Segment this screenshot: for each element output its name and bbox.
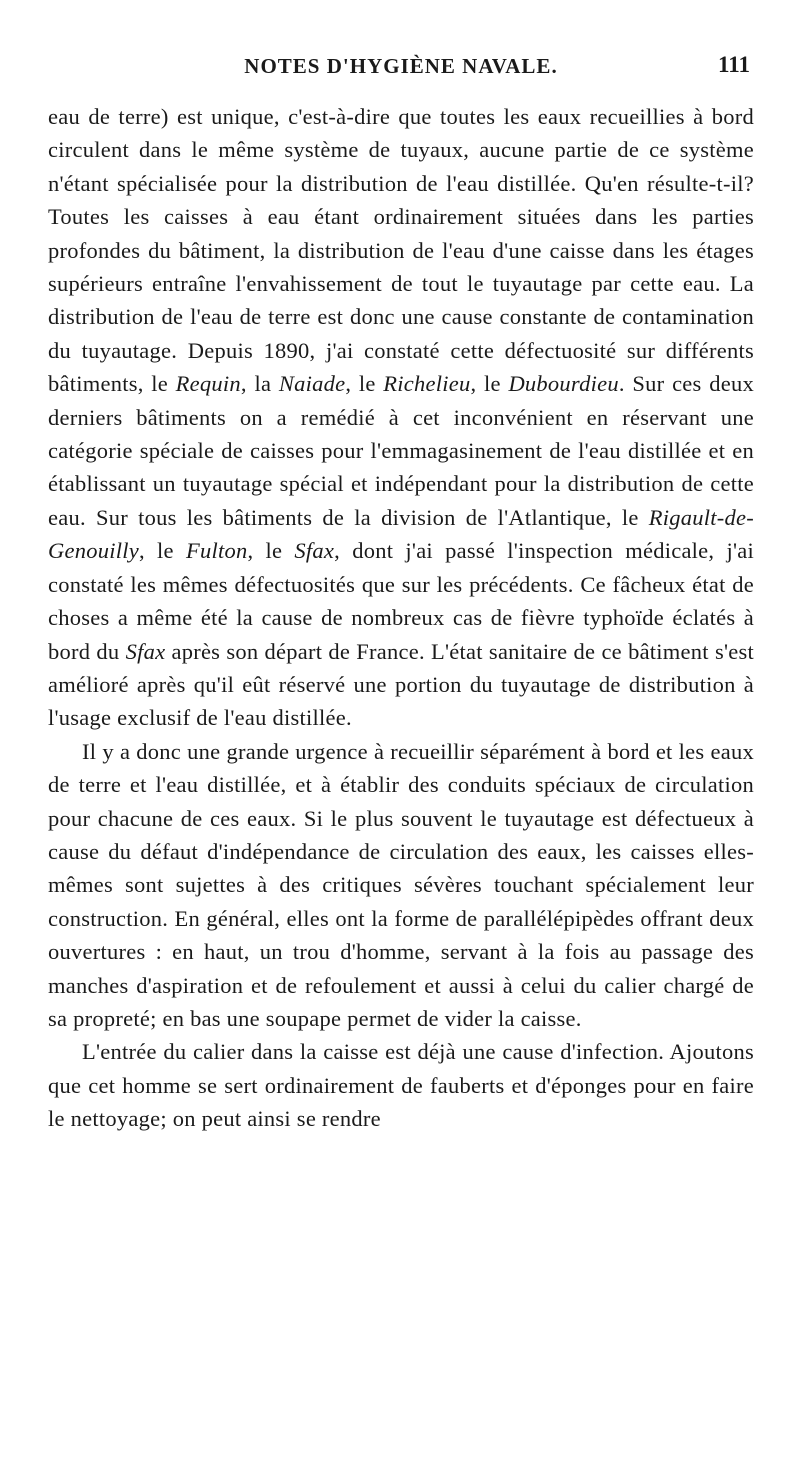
text-run: eau de terre) est unique, c'est-à-dire que toutes les eaux recueillies à bord circulent dans le même système de tuyaux, aucune partie de ce système n'étant spécialisée pour la distribution de l'eau distillée. Qu'en résulte-t-il? Toutes les caisses à eau étant ordinairement situées dans les parties profondes du bâtiment, la distribution de l'eau d'une caisse dans les étages supérieurs entraîne l'envahissement de tout le tuyautage par cette eau. La distribution de l'eau de terre est donc une cause constante de contamination du tuyautage. Depuis 1890, j'ai constaté cette défectuosité sur différents bâtiments, le [48, 104, 754, 397]
running-title: NOTES D'HYGIÈNE NAVALE. [244, 54, 558, 78]
paragraph-2: Il y a donc une grande urgence à recueillir séparément à bord et les eaux de terre et l'eau distillée, et à établir des conduits spéciaux de circulation pour chacune de ces eaux. Si le plus souvent le tuyautage est défectueux à cause du défaut d'indépendance de circulation des eaux, les caisses elles-mêmes sont sujettes à des critiques sévères touchant spécialement leur construction. En général, elles ont la forme de parallélépipèdes offrant deux ouvertures : en haut, un trou d'homme, servant à la fois au passage des manches d'aspiration et de refoulement et aussi à celui du calier chargé de sa propreté; en bas une soupape permet de vider la caisse. [48, 738, 754, 1031]
text-run: , le [247, 538, 295, 564]
ship-name-naiade: Naiade [278, 371, 346, 397]
text-run: après son départ de France. L'état sanitaire de ce bâtiment s'est amélioré après qu'il eût réservé une portion du tuyautage de distribution à l'usage exclusif de l'eau distillée. [48, 638, 755, 731]
page-number: 111 [718, 52, 750, 77]
ship-name-fulton: Fulton [185, 538, 248, 564]
ship-name-dubourdieu: Dubourdieu [508, 371, 619, 397]
ship-name-requin: Requin [175, 371, 241, 397]
text-run: , la [240, 371, 279, 397]
ship-name-rigault: Rigault-de-Genouilly [48, 504, 754, 564]
paragraph-3: L'entrée du calier dans la caisse est déjà une cause d'infection. Ajoutons que cet homme se sert ordinairement de fauberts et d'éponges pour en faire le nettoyage; on peut ainsi se rendre [48, 1039, 754, 1132]
running-head [48, 48, 754, 88]
book-page [48, 48, 754, 1136]
text-run: . Sur ces deux derniers bâtiments on a remédié à cet inconvénient en réservant une catégorie spéciale de caisses pour l'emmagasinement de l'eau distillée et en établissant un tuyautage spécial et indépendant pour la distribution de cette eau. Sur tous les bâtiments de la division de l'Atlantique, le [48, 371, 754, 530]
ship-name-sfax: Sfax [125, 638, 166, 664]
paragraph-1 [48, 100, 754, 735]
ship-name-richelieu: Richelieu [383, 371, 471, 397]
text-run: , dont j'ai passé l'inspection médicale, j'ai constaté les mêmes défectuosités que sur les précédents. Ce fâcheux état de choses a même été la cause de nombreux cas de fièvre typhoïde éclatés à bord du [48, 538, 755, 664]
ship-name-sfax: Sfax [294, 538, 335, 564]
text-run: , le [470, 371, 509, 397]
text-run: , le [138, 538, 186, 564]
text-run: , le [345, 371, 384, 397]
